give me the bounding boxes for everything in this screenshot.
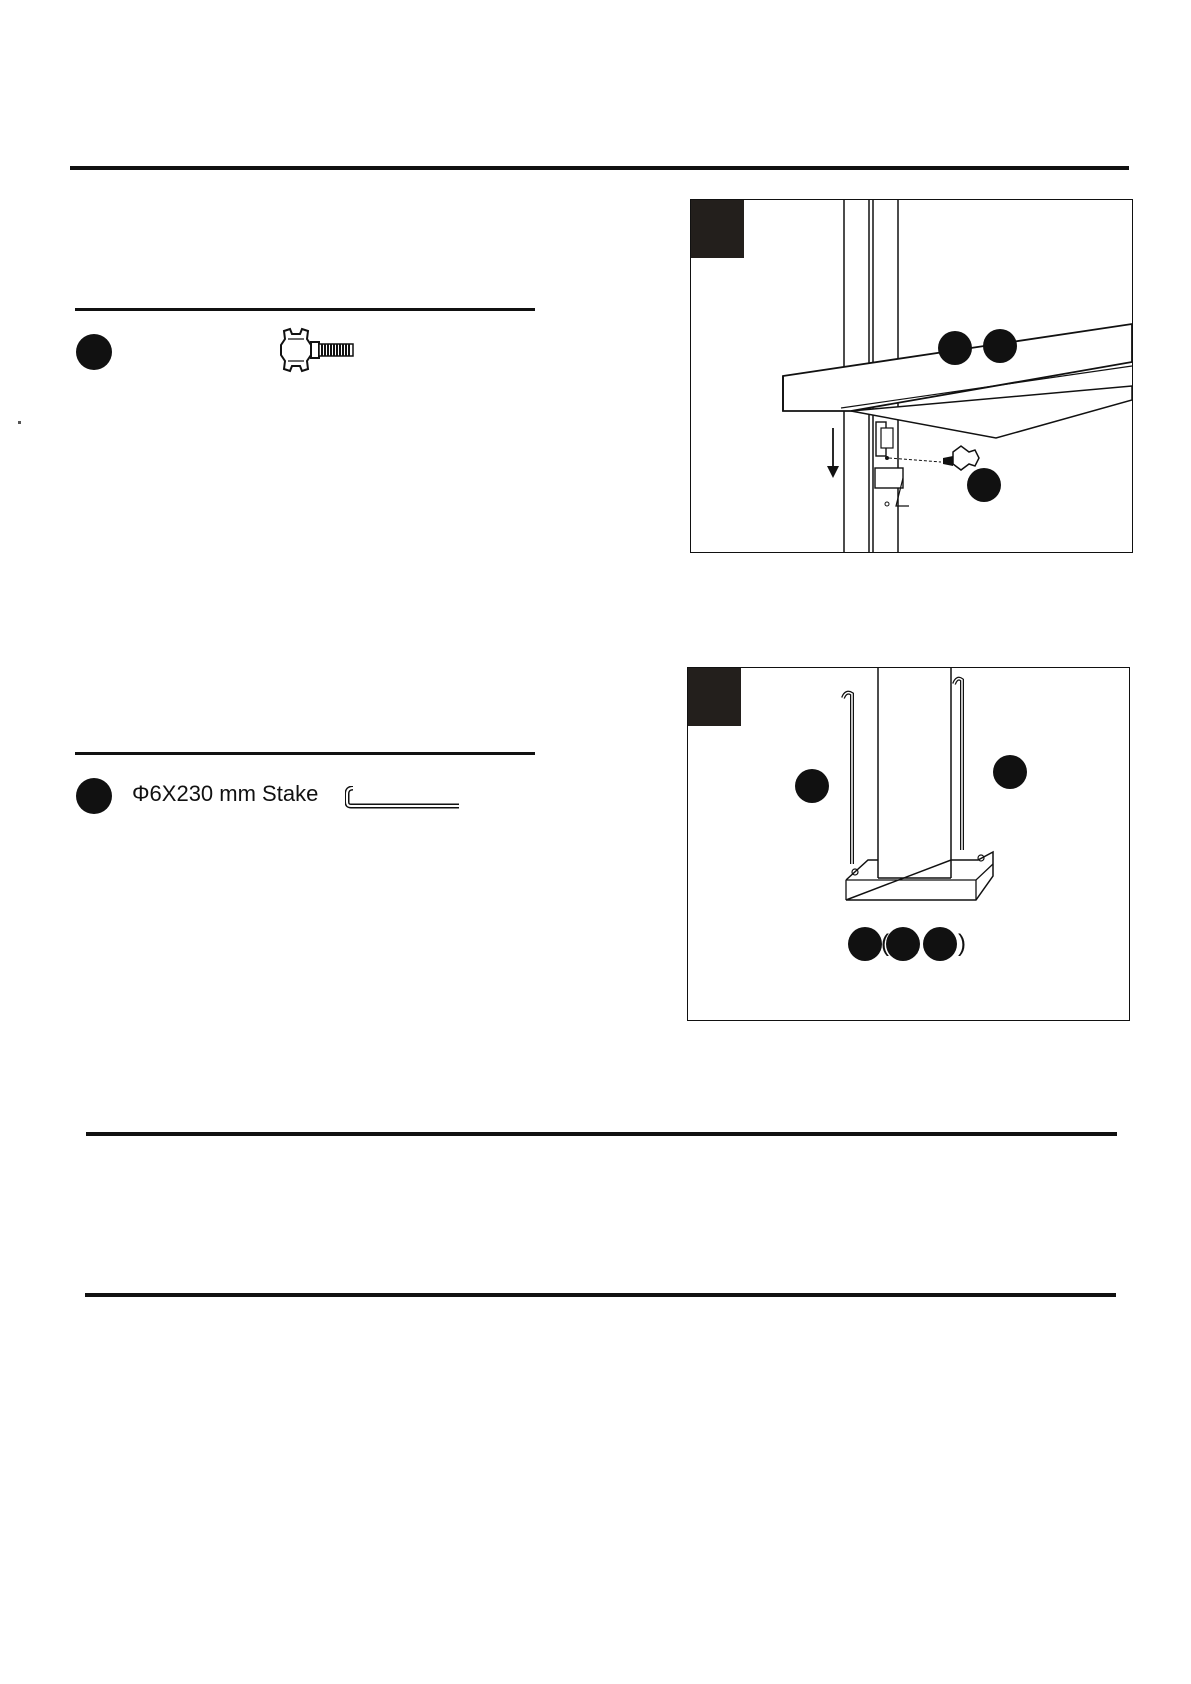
stray-mark — [18, 421, 21, 424]
part-number-marker — [76, 334, 112, 370]
figure-shelf — [690, 199, 1133, 553]
shelf-illustration — [691, 200, 1132, 552]
section-rule-2 — [85, 1293, 1116, 1297]
figure-base — [687, 667, 1130, 1021]
base-illustration — [688, 668, 1129, 1020]
stake-label: Φ6X230 mm Stake — [132, 781, 319, 806]
header-rule — [70, 166, 1129, 170]
part-list-rule-2 — [75, 752, 535, 755]
part-list-rule-1 — [75, 308, 535, 311]
callout-bracket-close: ) — [958, 930, 966, 957]
stake-icon — [345, 786, 463, 810]
callout-bracket-open: ( — [881, 930, 889, 957]
section-rule-1 — [86, 1132, 1117, 1136]
knob-bolt-icon — [278, 325, 358, 375]
callout-separator: 、 — [913, 939, 930, 956]
part-number-marker — [76, 778, 112, 814]
